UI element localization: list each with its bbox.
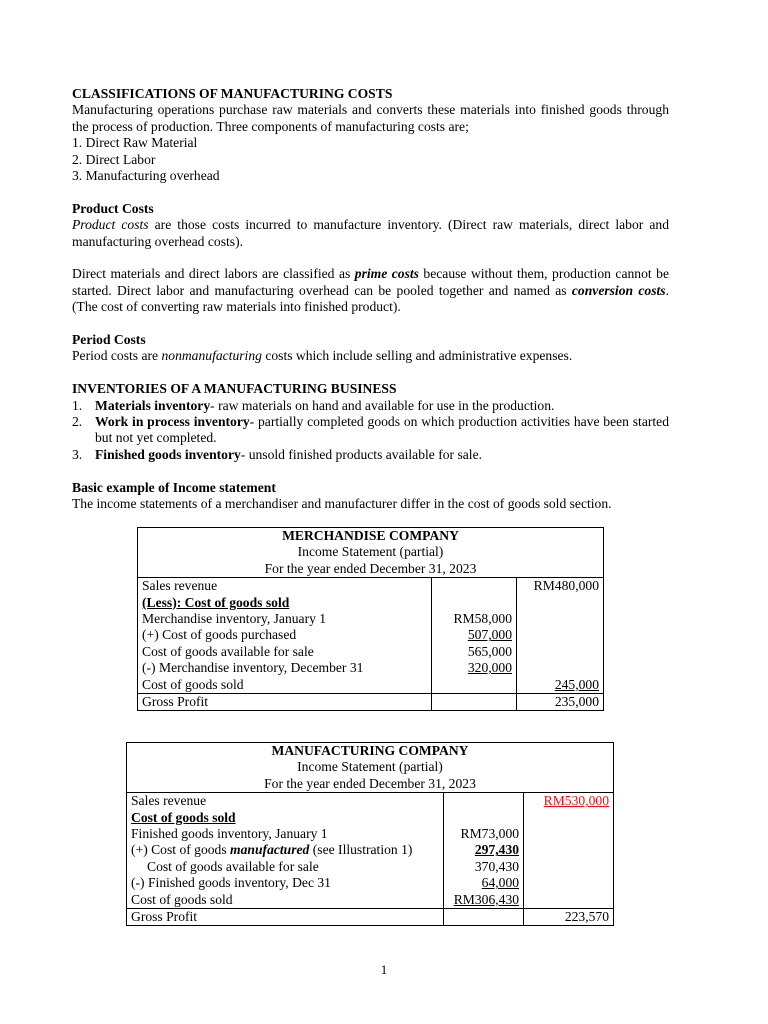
inventory-term: Finished goods inventory xyxy=(95,446,241,462)
inventory-item xyxy=(72,398,669,414)
inventory-term: Work in process inventory xyxy=(95,414,250,430)
merchandise-income-table xyxy=(137,527,604,711)
mfg-title: MANUFACTURING COMPANY xyxy=(271,743,469,758)
nonmanufacturing-term: nonmanufacturing xyxy=(161,348,262,364)
merch-gp-value: 235,000 xyxy=(517,694,604,711)
heading-inventories: INVENTORIES OF A MANUFACTURING BUSINESS xyxy=(72,381,397,397)
mfg-fg-end-value: 64,000 xyxy=(481,875,520,891)
heading-period-costs: Period Costs xyxy=(72,332,146,348)
prime-text-1: Direct materials and direct labors are classified as xyxy=(72,266,355,282)
inventory-item xyxy=(72,447,669,463)
mfg-labels-cell xyxy=(127,793,444,909)
period-costs-text xyxy=(72,348,669,364)
inventory-item xyxy=(72,414,669,447)
classifications-intro: Manufacturing operations purchase raw materials and converts these materials into finished goods through the process of production. Three components of manufacturing costs are; xyxy=(72,102,669,134)
mfg-cgm-term: manufactured xyxy=(230,842,310,858)
product-costs-term: Product costs xyxy=(72,217,149,233)
document-page xyxy=(72,86,669,512)
merch-right-cell xyxy=(517,578,604,694)
mfg-fg-end-label: (-) Finished goods inventory, Dec 31 xyxy=(131,875,331,891)
merch-row-value: 507,000 xyxy=(467,627,513,643)
mfg-cgm-label xyxy=(131,842,439,858)
mfg-cogs-heading: Cost of goods sold xyxy=(131,809,236,825)
mfg-header-cell xyxy=(127,743,614,793)
income-example-text: The income statements of a merchandiser and manufacturer differ in the cost of goods sold section. xyxy=(72,496,612,512)
merch-labels-cell xyxy=(138,578,432,694)
prime-costs-paragraph xyxy=(72,266,669,315)
manufacturing-income-table xyxy=(126,742,614,926)
product-costs-text xyxy=(72,217,669,250)
mfg-cogs-value: RM306,430 xyxy=(453,891,520,907)
merch-sales-label: Sales revenue xyxy=(142,578,218,594)
merch-cogs-heading: (Less): Cost of goods sold xyxy=(142,594,290,610)
component-item-3: 3. Manufacturing overhead xyxy=(72,168,220,184)
inventory-num: 2. xyxy=(72,414,83,430)
merch-row-label: (+) Cost of goods purchased xyxy=(142,627,297,643)
merch-cogs-label: Cost of goods sold xyxy=(142,676,244,692)
mfg-sales-value: RM530,000 xyxy=(543,793,609,809)
inventory-num: 3. xyxy=(72,446,83,462)
merch-row-label: Cost of goods available for sale xyxy=(142,643,314,659)
conversion-costs-term: conversion costs xyxy=(571,282,666,298)
inventory-desc: - partially completed goods on which production activities have been started but not yet completed. xyxy=(95,414,669,446)
inventory-num: 1. xyxy=(72,397,83,413)
merch-gp-empty xyxy=(432,694,517,711)
merch-row-value: 320,000 xyxy=(467,660,513,676)
mfg-cogs-label: Cost of goods sold xyxy=(131,891,233,907)
component-item-1: 1. Direct Raw Material xyxy=(72,135,198,151)
mfg-fg-label: Finished goods inventory, January 1 xyxy=(131,826,328,842)
mfg-cgm-prefix: (+) Cost of goods xyxy=(131,842,231,858)
period-text-1: Period costs are xyxy=(72,348,162,364)
mfg-gp-value: 223,570 xyxy=(524,909,614,926)
heading-product-costs: Product Costs xyxy=(72,200,154,216)
merch-header-cell xyxy=(138,528,604,578)
mfg-cgm-suffix: (see Illustration 1) xyxy=(309,842,413,858)
merch-title: MERCHANDISE COMPANY xyxy=(282,528,459,543)
mfg-gp-label: Gross Profit xyxy=(127,909,444,926)
merch-gp-label: Gross Profit xyxy=(138,694,432,711)
merch-row-value: 565,000 xyxy=(467,643,513,659)
merch-row-label: (-) Merchandise inventory, December 31 xyxy=(142,660,364,676)
mfg-subtitle: Income Statement (partial) xyxy=(297,759,443,775)
mfg-fg-value: RM73,000 xyxy=(460,826,520,842)
heading-income-example: Basic example of Income statement xyxy=(72,479,276,495)
component-item-2: 2. Direct Labor xyxy=(72,151,156,167)
merch-cogs-value: 245,000 xyxy=(554,676,599,692)
mfg-right-cell xyxy=(524,793,614,909)
prime-text-2: because without them, production cannot be started. Direct labor and manufacturing overhead can be pooled together and named as xyxy=(72,266,669,298)
mfg-period: For the year ended December 31, 2023 xyxy=(264,775,476,791)
period-text-2: costs which include selling and administrative expenses. xyxy=(261,348,573,364)
merch-row-value: RM58,000 xyxy=(453,611,513,627)
mfg-avail-value: 370,430 xyxy=(474,858,520,874)
inventories-list xyxy=(72,398,669,464)
page-number: 1 xyxy=(380,962,388,977)
merch-mid-cell xyxy=(432,578,517,694)
mfg-sales-label: Sales revenue xyxy=(131,793,207,809)
prime-text-3: . (The cost of converting raw materials into finished product). xyxy=(72,282,669,315)
heading-classifications: CLASSIFICATIONS OF MANUFACTURING COSTS xyxy=(72,86,393,101)
mfg-mid-cell xyxy=(444,793,524,909)
merch-sales-value: RM480,000 xyxy=(533,578,599,594)
merch-row-label: Merchandise inventory, January 1 xyxy=(142,611,327,627)
mfg-avail-label: Cost of goods available for sale xyxy=(147,858,319,874)
merch-subtitle: Income Statement (partial) xyxy=(297,544,444,560)
mfg-cgm-value: 297,430 xyxy=(474,842,520,858)
product-costs-desc: are those costs incurred to manufacture inventory. (Direct raw materials, direct labor and manufacturing overhead costs). xyxy=(72,217,669,249)
merch-period: For the year ended December 31, 2023 xyxy=(264,560,477,576)
prime-costs-term: prime costs xyxy=(354,266,419,282)
inventory-desc: - raw materials on hand and available for use in the production. xyxy=(210,397,555,413)
mfg-gp-empty xyxy=(444,909,524,926)
inventory-term: Materials inventory xyxy=(95,397,211,413)
inventory-desc: - unsold finished products available for sale. xyxy=(240,446,483,462)
